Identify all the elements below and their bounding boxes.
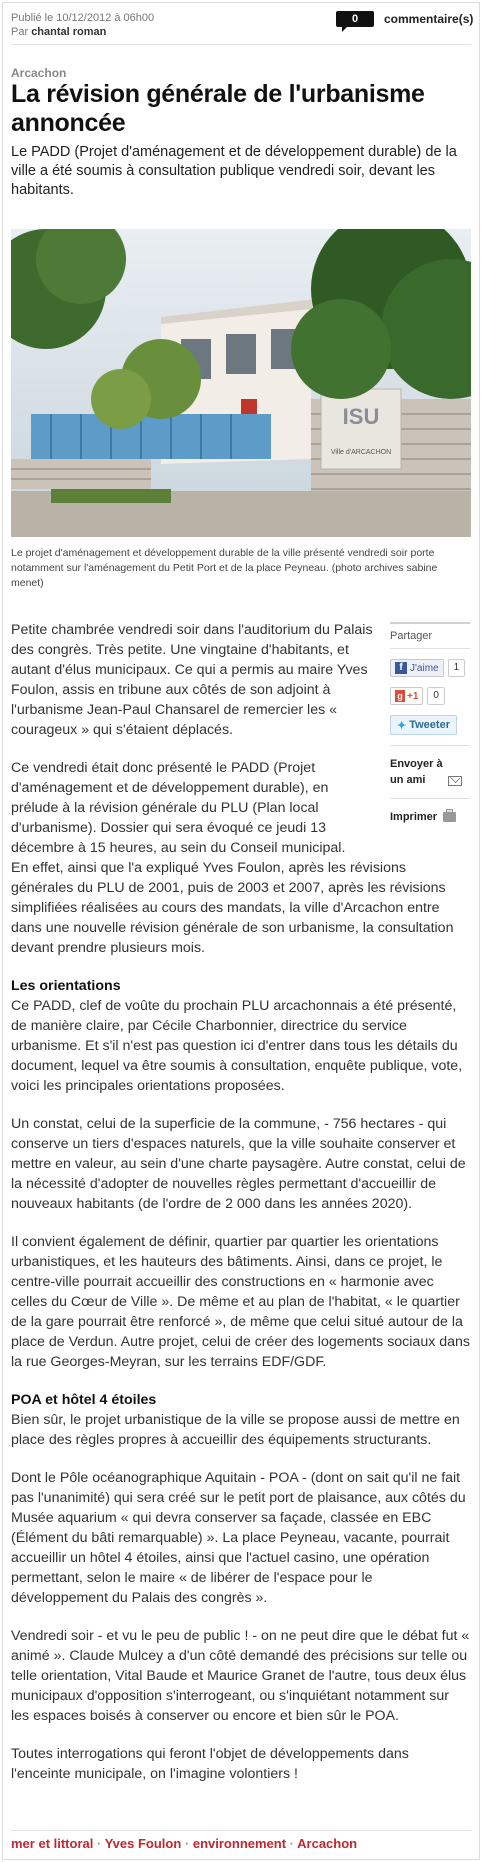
comments-link[interactable]	[336, 11, 473, 27]
gplus-label: +1	[407, 690, 419, 702]
gplus-count: 0	[427, 687, 445, 705]
facebook-like-count: 1	[448, 659, 466, 677]
subheading-orientations: Les orientations	[11, 978, 121, 994]
photo-sign-text: Ville d'ARCACHON	[330, 449, 392, 456]
photo-caption: Le projet d'aménagement et développement durable de la ville présenté vendredi soir porte notamment sur l'aménagement du Petit Port et de la place Peyneau. (photo archives sabine menet)	[11, 547, 438, 589]
tag-list: mer et littoral · Yves Foulon · environnement · Arcachon	[11, 1836, 358, 1851]
author-prefix: Par	[11, 26, 29, 38]
publish-date: Publié le 10/12/2012 à 06h00	[11, 12, 155, 24]
article-title: La révision générale de l'urbanisme annoncée	[11, 80, 425, 137]
photo-illustration	[11, 229, 471, 537]
subheading-poa: POA et hôtel 4 étoiles	[11, 1392, 157, 1408]
tweet-label: Tweeter	[409, 719, 450, 731]
comment-count-badge[interactable]: 0	[336, 11, 374, 27]
paragraph-2: Ce vendredi était donc présenté le PADD (Projet d'aménagement et de développement durable), en prélude à la révision générale du PLU (Plan local d'urbanisme). Dossier qui sera évoqué ce jeudi 13 décembre à 15 heures, au sein du Conseil municipal.	[11, 760, 346, 856]
article-photo[interactable]	[11, 229, 471, 537]
header-divider	[11, 44, 471, 45]
paragraph-8: Dont le Pôle océanographique Aquitain - POA - (dont on sait qu'il ne fait pas l'unanimité) qui sera créé sur le petit port de plaisance, aux côtés du Musée aquarium « qui devra conserver sa façade, classée en EBC (Élément du bâti remarquable) ». La place Peyneau, vacante, pourrait accueillir un hôtel 4 étoiles, ainsi que l'actuel casino, une opération permettant, selon le maire « de libérer de l'espace pour le développement du Palais des congrès ».	[11, 1470, 466, 1606]
comments-label[interactable]: commentaire(s)	[384, 12, 474, 26]
facebook-icon: f	[395, 662, 407, 674]
rubric-label[interactable]: Arcachon	[11, 66, 67, 80]
twitter-bird-icon: ✦	[397, 719, 407, 732]
gplus-icon: g	[395, 690, 405, 702]
paragraph-9: Vendredi soir - et vu le peu de public ! - on ne peut dire que le débat fut « animé ». Claude Mulcey a d'un côté demandé des précisions sur telle ou telle orientation, Vital Baude et Maurice Granet de l'autre, tous deux élus municipaux d'opposition s'interrogeant, ou s'inquiétant notamment sur les espaces boisés à conserver ou encore et bien sûr le POA.	[11, 1628, 470, 1724]
paragraph-10: Toutes interrogations qui feront l'objet de développements dans l'enceinte municipale, on l'imagine volontiers !	[11, 1746, 409, 1782]
tag-link[interactable]: Yves Foulon	[104, 1836, 182, 1851]
tag-link[interactable]: Arcachon	[297, 1836, 358, 1851]
email-friend-link[interactable]: Envoyer à un ami	[390, 758, 443, 786]
share-header: Partager	[390, 622, 470, 642]
paragraph-3: En effet, ainsi que l'a expliqué Yves Foulon, après les révisions générales du PLU de 2001, puis de 2003 et 2007, après les révisions simplifiées réalisées au cours des mandats, la ville d'Arcachon entre dans une nouvelle révision générale de son urbanisme, la consultation devant prendre plusieurs mois.	[11, 860, 454, 956]
paragraph-4: Ce PADD, clef de voûte du prochain PLU arcachonnais a été présenté, de manière claire, par Cécile Charbonnier, directrice du service urbanisme. Et s'il n'est pas question ici d'entrer dans tous les détails du document, lequel va être soumis à consultation, enquête publique, vote, voici les principales orientations proposées.	[11, 998, 463, 1094]
tags-divider	[11, 1830, 471, 1831]
paragraph-1: Petite chambrée vendredi soir dans l'auditorium du Palais des congrès. Très petite. Une vingtaine d'habitants, et autant d'élus municipaux. Ce qui a permis au maire Yves Foulon, assis en tribune aux côtés de son adjoint à l'urbanisme Jean-Paul Chansarel de remercier les « courageux » qui s'étaient déplacés.	[11, 622, 373, 738]
paragraph-6: Il convient également de définir, quartier par quartier les orientations urbanistiques, et les hauteurs des bâtiments. Ainsi, dans ce projet, le centre-ville pourrait accueillir des constructions en « harmonie avec celles du Cœur de Ville ». De même et au plan de l'habitat, « le quartier de la gare pourrait être renforcé », de même que celui situé autour de la place de Verdun. Autre projet, celui de créer des logements sociaux dans la rue Georges-Meyran, sur les terrains EDF/GDF.	[11, 1234, 471, 1370]
paragraph-7: Bien sûr, le projet urbanistique de la ville se propose aussi de mettre en place des règles propres à accueillir des équipements structurants.	[11, 1412, 460, 1448]
author-name[interactable]: chantal roman	[31, 26, 107, 38]
tag-link[interactable]: mer et littoral	[11, 1836, 94, 1851]
article-lead: Le PADD (Projet d'aménagement et de développement durable) de la ville a été soumis à consultation publique vendredi soir, devant les habitants.	[11, 144, 457, 198]
paragraph-5: Un constat, celui de la superficie de la commune, - 756 hectares - qui conserve un tiers d'espaces naturels, que la ville souhaite conserver et mettre en valeur, au sein d'une charte paysagère. Autre constat, celui de la nécessité d'adopter de nouvelles règles permettant d'accueillir de nouveaux habitants (de l'ordre de 2 000 dans les années 2020).	[11, 1116, 466, 1212]
print-link[interactable]: Imprimer	[390, 811, 438, 823]
tag-link[interactable]: environnement	[192, 1836, 287, 1851]
article-meta	[11, 11, 154, 39]
article-body	[11, 620, 471, 1802]
svg-text:ISU: ISU	[342, 404, 380, 429]
facebook-like-label: J'aime	[410, 662, 439, 674]
